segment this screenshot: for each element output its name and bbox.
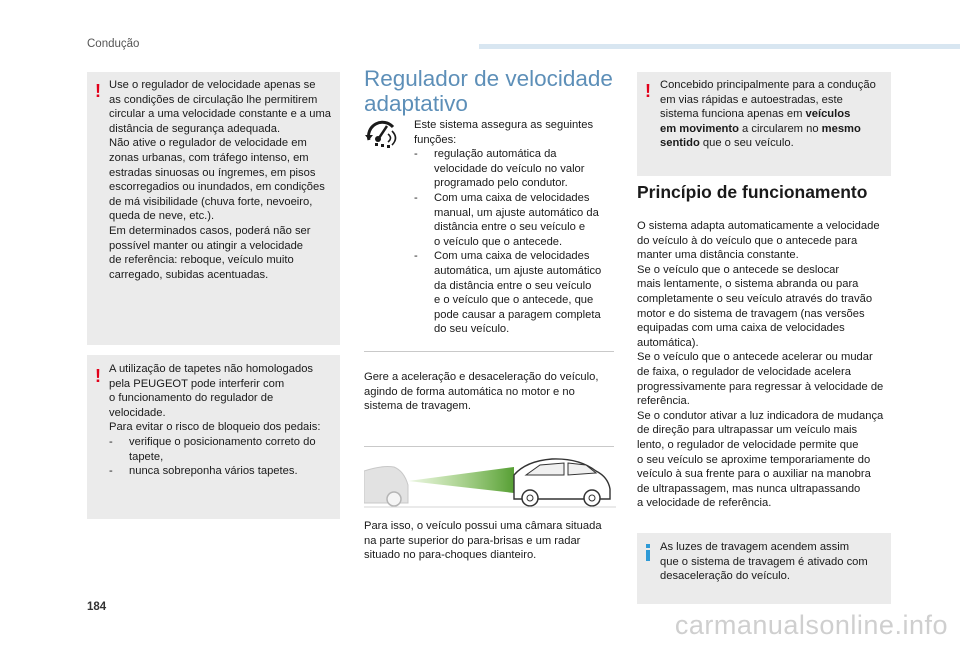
text-line: Este sistema assegura as seguintes — [414, 119, 594, 131]
text-line: Para evitar o risco de bloqueio dos pedais: — [109, 421, 321, 434]
bullet-item — [414, 249, 614, 337]
watermark: carmanualsonline.info — [674, 610, 948, 640]
text-line: Se o condutor ativar a luz indicadora de mudança — [637, 409, 884, 422]
text-line: a velocidade de referência. — [637, 497, 772, 510]
text-line: Não ative o regulador de velocidade em — [109, 137, 307, 150]
paragraph-camera-radar — [364, 519, 616, 563]
warning-text-3 — [660, 78, 890, 151]
text-line: programado pelo condutor. — [434, 177, 568, 190]
text-line: Se o veículo que o antecede se deslocar — [637, 263, 840, 276]
text-run-bold: em movimento — [660, 122, 739, 135]
title-line: Regulador de velocidade — [364, 66, 613, 91]
car-radar-illustration — [364, 453, 616, 511]
text-line: da distância entre o seu veículo — [434, 279, 592, 292]
text-run: a circularem no — [738, 122, 822, 135]
text-line: pode causar a paragem completa — [434, 308, 601, 321]
text-line: de direção para ultrapassar um veículo mais — [637, 424, 858, 437]
text-line: queda de neve, etc.). — [109, 210, 215, 223]
warning-text-2 — [109, 362, 339, 479]
text-line: Com uma caixa de velocidades — [434, 250, 590, 263]
text-line: de faixa, o regulador de velocidade acelera — [637, 365, 851, 378]
text-line: circular a uma velocidade constante e a uma — [109, 108, 332, 121]
text-line: manual, um ajuste automático da — [434, 206, 599, 219]
text-line: o seu veículo se aproxime temporariamente do — [637, 453, 871, 466]
warning-text-1 — [109, 78, 339, 282]
text-line: as condições de circulação lhe permitirem — [109, 93, 318, 106]
paragraph-acceleration — [364, 370, 616, 414]
text-line: Com uma caixa de velocidades — [434, 191, 590, 204]
bullet-item — [109, 435, 339, 464]
text-run-bold: veículos — [805, 108, 851, 121]
text-line: de ultrapassagem, mas nunca ultrapassando — [637, 482, 861, 495]
text-line: progressivamente para regressar à velocidade de — [637, 380, 884, 393]
warning-icon: ! — [95, 81, 101, 101]
bullet-item — [414, 147, 614, 191]
page-title — [364, 66, 614, 116]
text-line: equipadas com uma caixa de velocidades — [637, 322, 845, 335]
text-line: na parte superior do para-brisas e um radar — [364, 534, 581, 547]
text-line: As luzes de travagem acendem assim — [660, 541, 850, 553]
info-text — [660, 540, 890, 584]
text-line: referência. — [637, 395, 690, 408]
text-line: funções: — [414, 133, 457, 146]
text-line: desaceleração do veículo. — [660, 570, 790, 583]
bullet-dash: - — [414, 191, 418, 204]
principle-text — [637, 219, 897, 511]
text-line: A utilização de tapetes não homologados — [109, 363, 314, 375]
text-line: e o veículo que o antecede, que — [434, 294, 594, 307]
text-line: zonas urbanas, com tráfego intenso, em — [109, 151, 309, 164]
page-number: 184 — [87, 601, 107, 613]
bullet-dash: - — [414, 250, 418, 263]
header-bar — [479, 44, 960, 49]
text-line: automática, um ajuste automático — [434, 264, 602, 277]
text-line: Use o regulador de velocidade apenas se — [109, 79, 316, 91]
intro-text — [414, 118, 614, 337]
divider — [364, 351, 614, 352]
text-line: motor e do sistema de travagem (nas versões — [637, 307, 865, 320]
text-line: O sistema adapta automaticamente a velocidade — [637, 220, 880, 232]
divider — [364, 446, 614, 447]
text-line — [660, 136, 890, 151]
text-run: sistema funciona apenas em — [660, 108, 806, 121]
warning-icon: ! — [645, 81, 651, 101]
text-line: em vias rápidas e autoestradas, este — [660, 93, 843, 106]
text-line: regulação automática da — [434, 148, 557, 161]
title-line: adaptativo — [364, 91, 468, 116]
text-line: escorregadios ou inundados, em condições — [109, 181, 325, 194]
text-line — [660, 107, 890, 122]
text-line: possível manter ou atingir a velocidade — [109, 239, 304, 252]
text-line: automática). — [637, 336, 699, 349]
text-line: o veículo que o antecede. — [434, 235, 563, 248]
text-line: completamente o seu veículo através do travão — [637, 292, 873, 305]
text-line: de má visibilidade (chuva forte, nevoeiro, — [109, 195, 313, 208]
text-line: agindo de forma automática no motor e no — [364, 385, 575, 398]
text-line: sistema de travagem. — [364, 400, 471, 413]
text-line: de referência: reboque, veículo muito — [109, 254, 294, 267]
text-line: tapete, — [129, 450, 164, 463]
text-run-bold: sentido — [660, 137, 700, 150]
text-line: lento, o regulador de velocidade permite que — [637, 438, 859, 451]
text-line: veículo à sua frente para o auxiliar na manobra — [637, 468, 871, 481]
text-line: Concebido principalmente para a condução — [660, 79, 876, 91]
text-line: situado no para-choques dianteiro. — [364, 549, 537, 562]
text-line: manter uma distância constante. — [637, 249, 799, 262]
text-line: velocidade do veículo no valor — [434, 162, 585, 175]
adaptive-cruise-icon — [363, 116, 403, 150]
text-line: carregado, subidas acentuadas. — [109, 268, 269, 281]
text-line: pela PEUGEOT pode interferir com — [109, 377, 285, 390]
text-line: distância de segurança adequada. — [109, 122, 281, 135]
section-title: Princípio de funcionamento — [637, 182, 868, 202]
text-line: Para isso, o veículo possui uma câmara situada — [364, 520, 602, 532]
text-line: do seu veículo. — [434, 323, 510, 336]
text-line: estradas sinuosas ou íngremes, em pisos — [109, 166, 316, 179]
text-line: Gere a aceleração e desaceleração do veículo, — [364, 371, 599, 383]
text-line: Se o veículo que o antecede acelerar ou mudar — [637, 351, 873, 364]
bullet-item — [109, 464, 339, 479]
warning-icon: ! — [95, 366, 101, 386]
text-line: que o sistema de travagem é ativado com — [660, 555, 868, 568]
text-line: Em determinados casos, poderá não ser — [109, 224, 311, 237]
text-line: o funcionamento do regulador de — [109, 392, 274, 405]
text-line: mais lentamente, o sistema abranda ou para — [637, 278, 859, 291]
bullet-dash: - — [109, 465, 113, 478]
text-line: velocidade. — [109, 406, 166, 419]
text-line — [660, 122, 890, 137]
bullet-dash: - — [109, 435, 113, 448]
text-line: distância entre o seu veículo e — [434, 221, 586, 234]
text-run: que o seu veículo. — [699, 137, 794, 150]
text-line: do veículo à do veículo que o antecede para — [637, 234, 858, 247]
section-header: Condução — [87, 38, 140, 50]
text-line: nunca sobreponha vários tapetes. — [129, 465, 298, 478]
text-line: verifique o posicionamento correto do — [129, 435, 316, 448]
bullet-item — [414, 191, 614, 249]
bullet-dash: - — [414, 148, 418, 161]
text-run-bold: mesmo — [821, 122, 861, 135]
